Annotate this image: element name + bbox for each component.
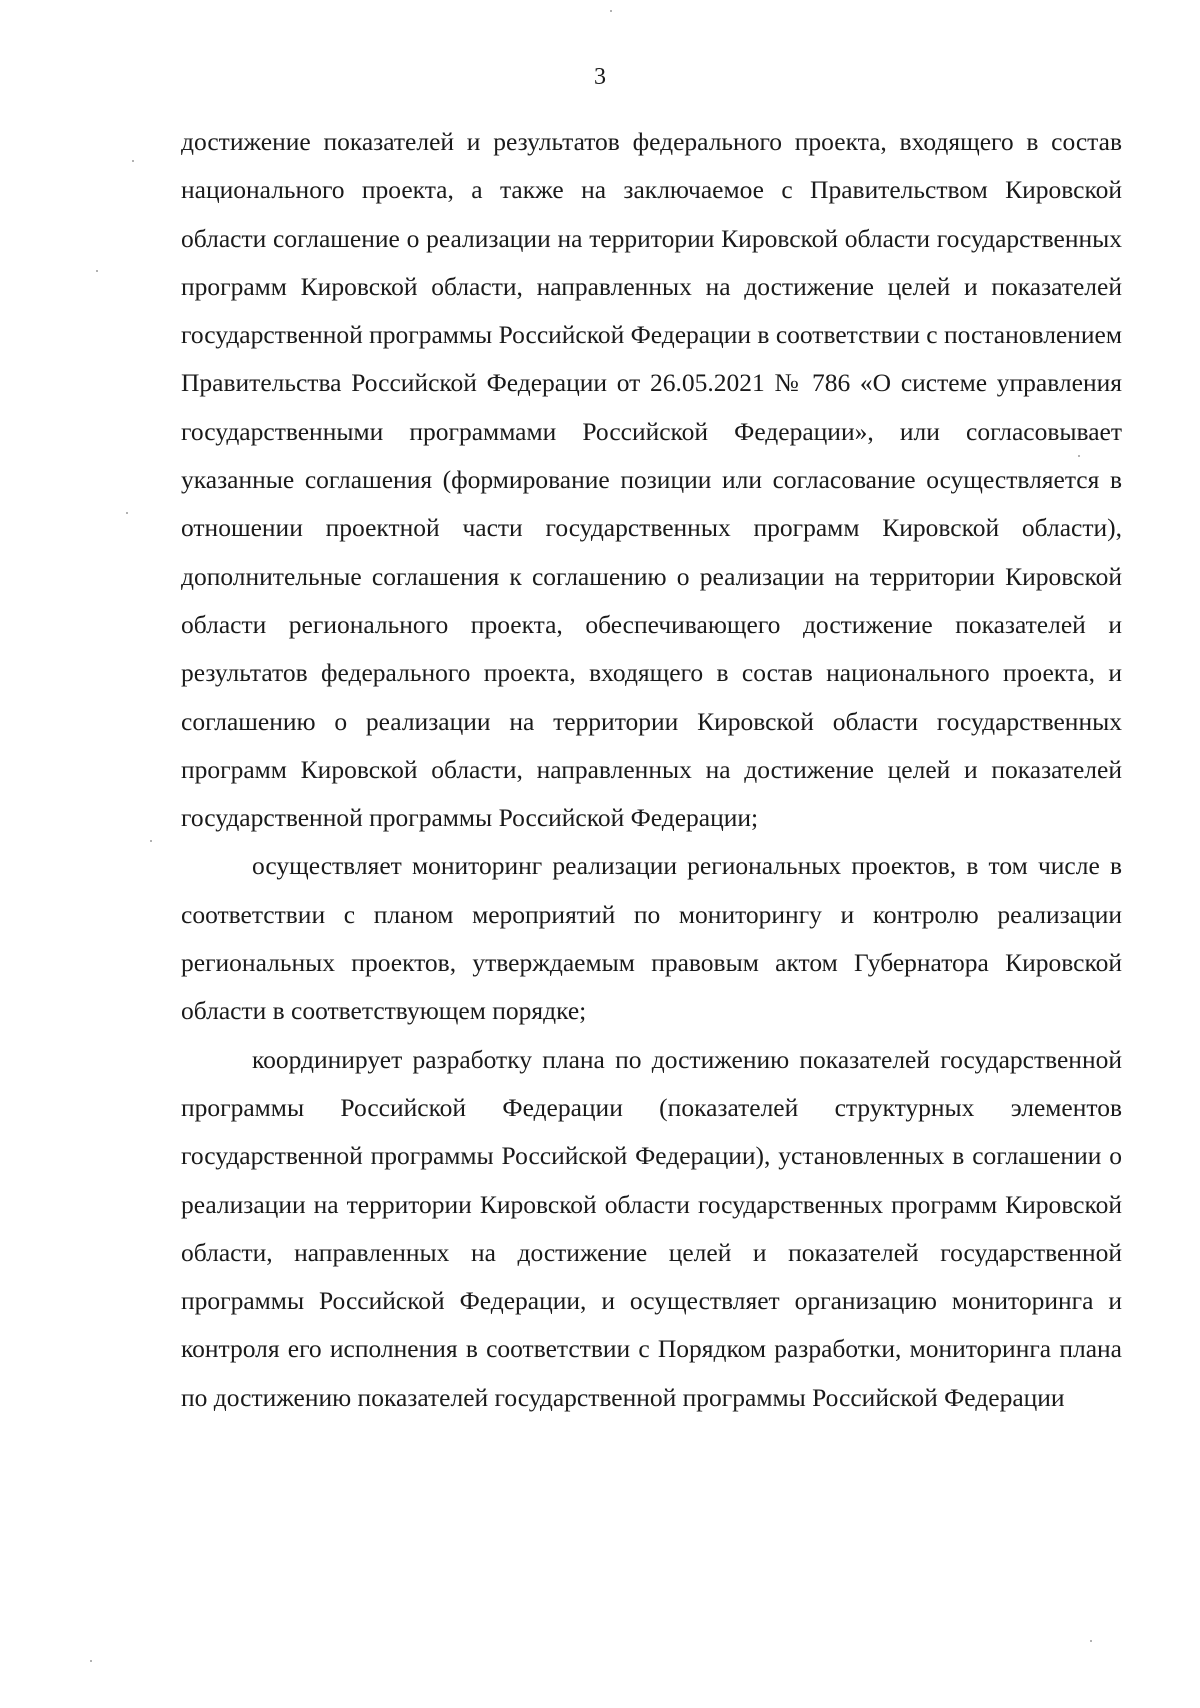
paragraph-continued: достижение показателей и результатов федерального проекта, входящего в состав национального проекта, а также на заключаемое с Правительством Кировской области соглашение о реализации на территории Кировской области государственных программ Кировской области, направленных на достижение целей и показателей государственной программы Российской Федерации в соответствии с постановлением Правительства Российской Федерации от 26.05.2021 № 786 «О системе управления государственными программами Российской Федерации», или согласовывает указанные соглашения (формирование позиции или согласование осуществляется в отношении проектной части государственных программ Кировской области), дополнительные соглашения к соглашению о реализации на территории Кировской области регионального проекта, обеспечивающего достижение показателей и результатов федерального проекта, входящего в состав национального проекта, и соглашению о реализации на территории Кировской области государственных программ Кировской области, направленных на достижение целей и показателей государственной программы Российской Федерации;: [181, 127, 1122, 833]
paragraph-coordination: координирует разработку плана по достижению показателей государственной программы Российской Федерации (показателей структурных элементов государственной программы Российской Федерации), установленных в соглашении о реализации на территории Кировской области государственных программ Кировской области, направленных на достижение целей и показателей государственной программы Российской Федерации, и осуществляет организацию мониторинга и контроля его исполнения в соответствии с Порядком разработки, мониторинга плана по достижению показателей государственной программы Российской Федерации: [181, 1044, 1122, 1412]
page-number: 3: [594, 64, 606, 90]
scan-speck: [132, 160, 134, 162]
scan-speck: [96, 270, 98, 272]
scan-speck: [90, 1660, 92, 1662]
scan-speck: [1078, 455, 1080, 457]
scan-speck: [150, 840, 152, 842]
scan-speck: [1090, 1640, 1092, 1642]
paragraph-monitoring: осуществляет мониторинг реализации региональных проектов, в том числе в соответствии с планом мероприятий по мониторингу и контролю реализации региональных проектов, утверждаемым правовым актом Губернатора Кировской области в соответствующем порядке;: [181, 851, 1122, 1026]
document-body: [181, 118, 1122, 1422]
scan-speck: [610, 10, 612, 12]
scan-speck: [126, 512, 128, 514]
